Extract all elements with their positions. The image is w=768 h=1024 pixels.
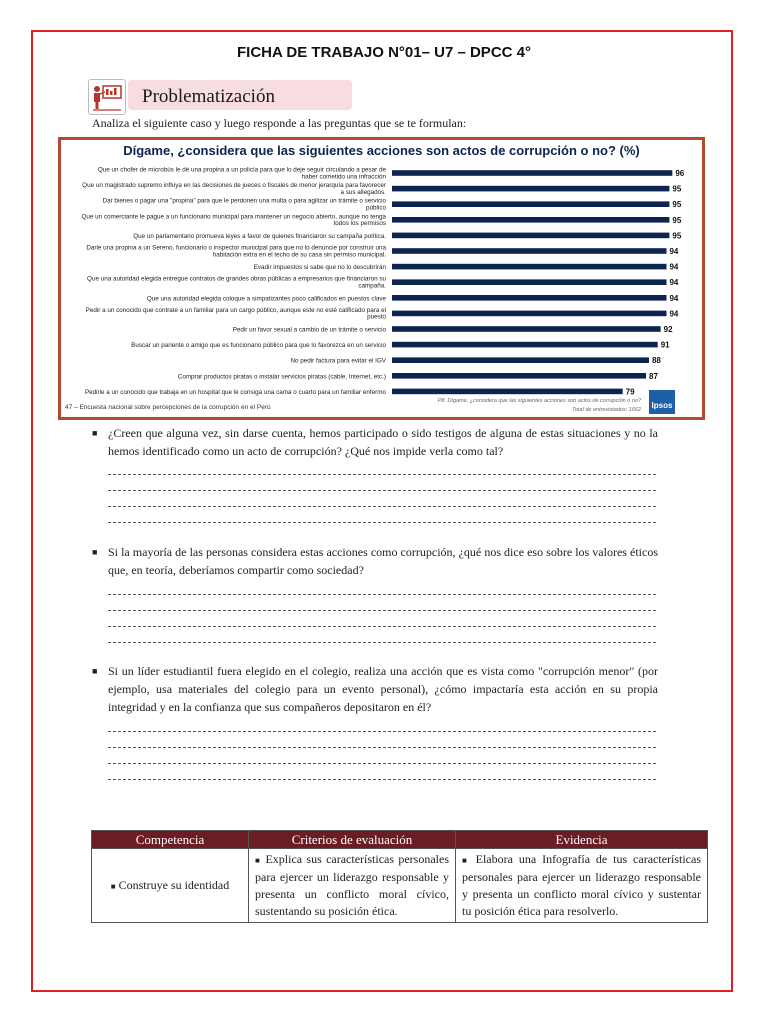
bar-value-label: 94 — [669, 278, 679, 288]
header-criterios: Criterios de evaluación — [249, 831, 456, 849]
bar — [392, 201, 669, 207]
question-1-text: ¿Creen que alguna vez, sin darse cuenta, hemos participado o sido testigos de alguna de estas situaciones y no la hemos identificado como un acto de corrupción? ¿Qué nos impide verla como tal? — [108, 426, 658, 458]
bar-value-label: 94 — [669, 293, 679, 303]
bar — [392, 170, 672, 176]
page-title: FICHA DE TRABAJO N°01– U7 – DPCC 4° — [236, 44, 531, 61]
bar-value-label: 95 — [672, 184, 682, 194]
bullet-icon: ■ — [92, 666, 98, 676]
bullet-icon: ■ — [255, 856, 262, 865]
chart-title: Dígame, ¿considera que las siguientes acciones son actos de corrupción o no? (%) — [123, 143, 640, 158]
bar-label: Evadir impuestos si sabe que no lo descubrirán — [253, 264, 386, 272]
bar-value-label: 95 — [672, 200, 682, 210]
bar — [392, 186, 669, 192]
bar — [392, 326, 661, 332]
bullet-icon: ■ — [92, 428, 98, 438]
teacher-board-icon — [88, 79, 126, 115]
bar-label: Que un parlamentario promueva leyes a favor de quienes financiaron su campaña política. — [133, 232, 386, 240]
answer-line[interactable] — [108, 522, 656, 524]
bullet-icon: ■ — [462, 856, 470, 865]
question-2 — [92, 543, 658, 579]
bar-value-label: 95 — [672, 231, 682, 241]
bar — [392, 248, 666, 254]
answer-line[interactable] — [108, 779, 656, 781]
bar — [392, 264, 666, 270]
bar-label: Comprar productos piratas o instalar servicios piratas (cable, Internet, etc.) — [177, 373, 386, 381]
question-2-text: Si la mayoría de las personas considera estas acciones como corrupción, ¿qué nos dice eso sobre los valores éticos que, en teoría, deberíamos compartir como sociedad? — [108, 545, 658, 577]
bar-value-label: 87 — [649, 371, 658, 381]
answer-line[interactable] — [108, 626, 656, 628]
cell-criterios — [249, 849, 456, 923]
bar-value-label: 91 — [660, 340, 670, 350]
bar-label: Que un comerciante le pague a un funcionario municipal para mantener un negocio abierto, aunque no tenga todos los permisos — [81, 213, 386, 228]
bar — [392, 342, 658, 348]
chart-footnote-question: P8. Dígame, ¿considera que las siguientes acciones son actos de corrupción o no? — [437, 398, 641, 404]
bar — [392, 389, 623, 395]
bar-value-label: 92 — [663, 325, 673, 334]
bar-label: Que una autoridad elegida coloque a simpatizantes poco calificados en puestos clave — [146, 295, 386, 303]
question-3 — [92, 662, 658, 716]
header-competencia: Competencia — [92, 831, 249, 849]
bar-label: Pedir un favor sexual a cambio de un trámite o servicio — [232, 326, 386, 334]
intro-text: Analiza el siguiente caso y luego responde a las preguntas que se te formulan: — [92, 116, 467, 130]
answer-line[interactable] — [108, 610, 656, 612]
bar — [392, 279, 666, 285]
bar-label: Darle una propina a un Sereno, funcionario o inspector municipal para que no lo denuncie por construir una habitación extra en el techo de su casa sin permiso municipal. — [86, 244, 386, 259]
bar — [392, 295, 666, 301]
survey-chart — [58, 137, 705, 420]
bar-label: Dar bienes o pagar una "propina" para que le perdonen una multa o para agilizar un trámite o servicio público — [102, 197, 386, 212]
bar-value-label: 94 — [669, 262, 679, 272]
header-evidencia: Evidencia — [456, 831, 708, 849]
bar-label: Pedir a un conocido que contrate a un familiar para un cargo público, aunque este no esté calificado para el puesto — [85, 306, 386, 321]
cell-competencia — [92, 849, 249, 923]
chart-footnote-total: Total de entrevistados: 1662 — [572, 407, 641, 413]
bar-label: Que un chofer de microbús le dé una propina a un policía para que lo deje seguir circulando a pesar de haber cometido una infracción — [97, 166, 386, 181]
bar-value-label: 94 — [669, 247, 679, 256]
ipsos-logo-text: Ipsos — [651, 401, 673, 410]
answer-line[interactable] — [108, 642, 656, 644]
bar-label: No pedir factura para evitar el IGV — [290, 357, 386, 365]
answer-line[interactable] — [108, 731, 656, 733]
evidencia-text: Elabora una Infografía de tus características personales para ejercer un liderazgo responsable y presenta un conflicto moral cívico y sustentar tu posición ética para resolverlo. — [462, 852, 702, 918]
bar-value-label: 88 — [651, 356, 661, 366]
bar-value-label: 95 — [672, 215, 682, 225]
criterios-text: Explica sus características personales para ejercer un liderazgo responsable y presenta un conflicto moral cívico, sustentando su posición ética. — [255, 852, 449, 918]
bullet-icon: ■ — [110, 881, 116, 891]
answer-line[interactable] — [108, 763, 656, 765]
bullet-icon: ■ — [92, 547, 98, 557]
bar — [392, 233, 669, 239]
bar — [392, 311, 666, 317]
bar — [392, 357, 649, 363]
question-1 — [92, 424, 658, 460]
answer-line[interactable] — [108, 594, 656, 596]
cell-evidencia — [456, 849, 708, 923]
answer-line[interactable] — [108, 474, 656, 476]
question-3-text: Si un líder estudiantil fuera elegido en el colegio, realiza una acción que es vista como "corrupción menor" (por ejemplo, usa materiales del colegio para un evento personal), ¿cómo impactaría esta acción en su propia integridad y en la confianza que sus compañeros depositaron en él? — [108, 664, 658, 714]
answer-line[interactable] — [108, 506, 656, 508]
bar-label: Que un magistrado supremo influya en las decisiones de jueces o fiscales de menor jerarquía para favorecer a sus allegados. — [82, 182, 386, 196]
answer-line[interactable] — [108, 747, 656, 749]
chart-footnote-left: 47 – Encuesta nacional sobre percepciones de la corrupción en el Perú — [65, 404, 271, 411]
bar-label: Que una autoridad elegida entregue contratos de grandes obras públicas a empresarios que financiaron su campaña. — [87, 275, 386, 290]
bar-value-label: 79 — [625, 387, 635, 397]
bar-value-label: 94 — [669, 309, 679, 319]
chart-canvas — [61, 140, 702, 417]
bar — [392, 373, 646, 379]
evaluation-table — [91, 830, 708, 923]
bar-value-label: 96 — [675, 169, 685, 178]
bar-label: Pedirle a un conocido que trabaja en un hospital que le consiga una cama o cuarto para un familiar enfermo — [84, 388, 386, 396]
answer-line[interactable] — [108, 490, 656, 492]
competencia-text: Construye su identidad — [118, 877, 230, 892]
bar-label: Buscar un pariente o amigo que es funcionario público para que lo favorezca en un servicio — [131, 342, 386, 350]
bar — [392, 217, 669, 223]
section-title: Problematización — [142, 86, 275, 107]
